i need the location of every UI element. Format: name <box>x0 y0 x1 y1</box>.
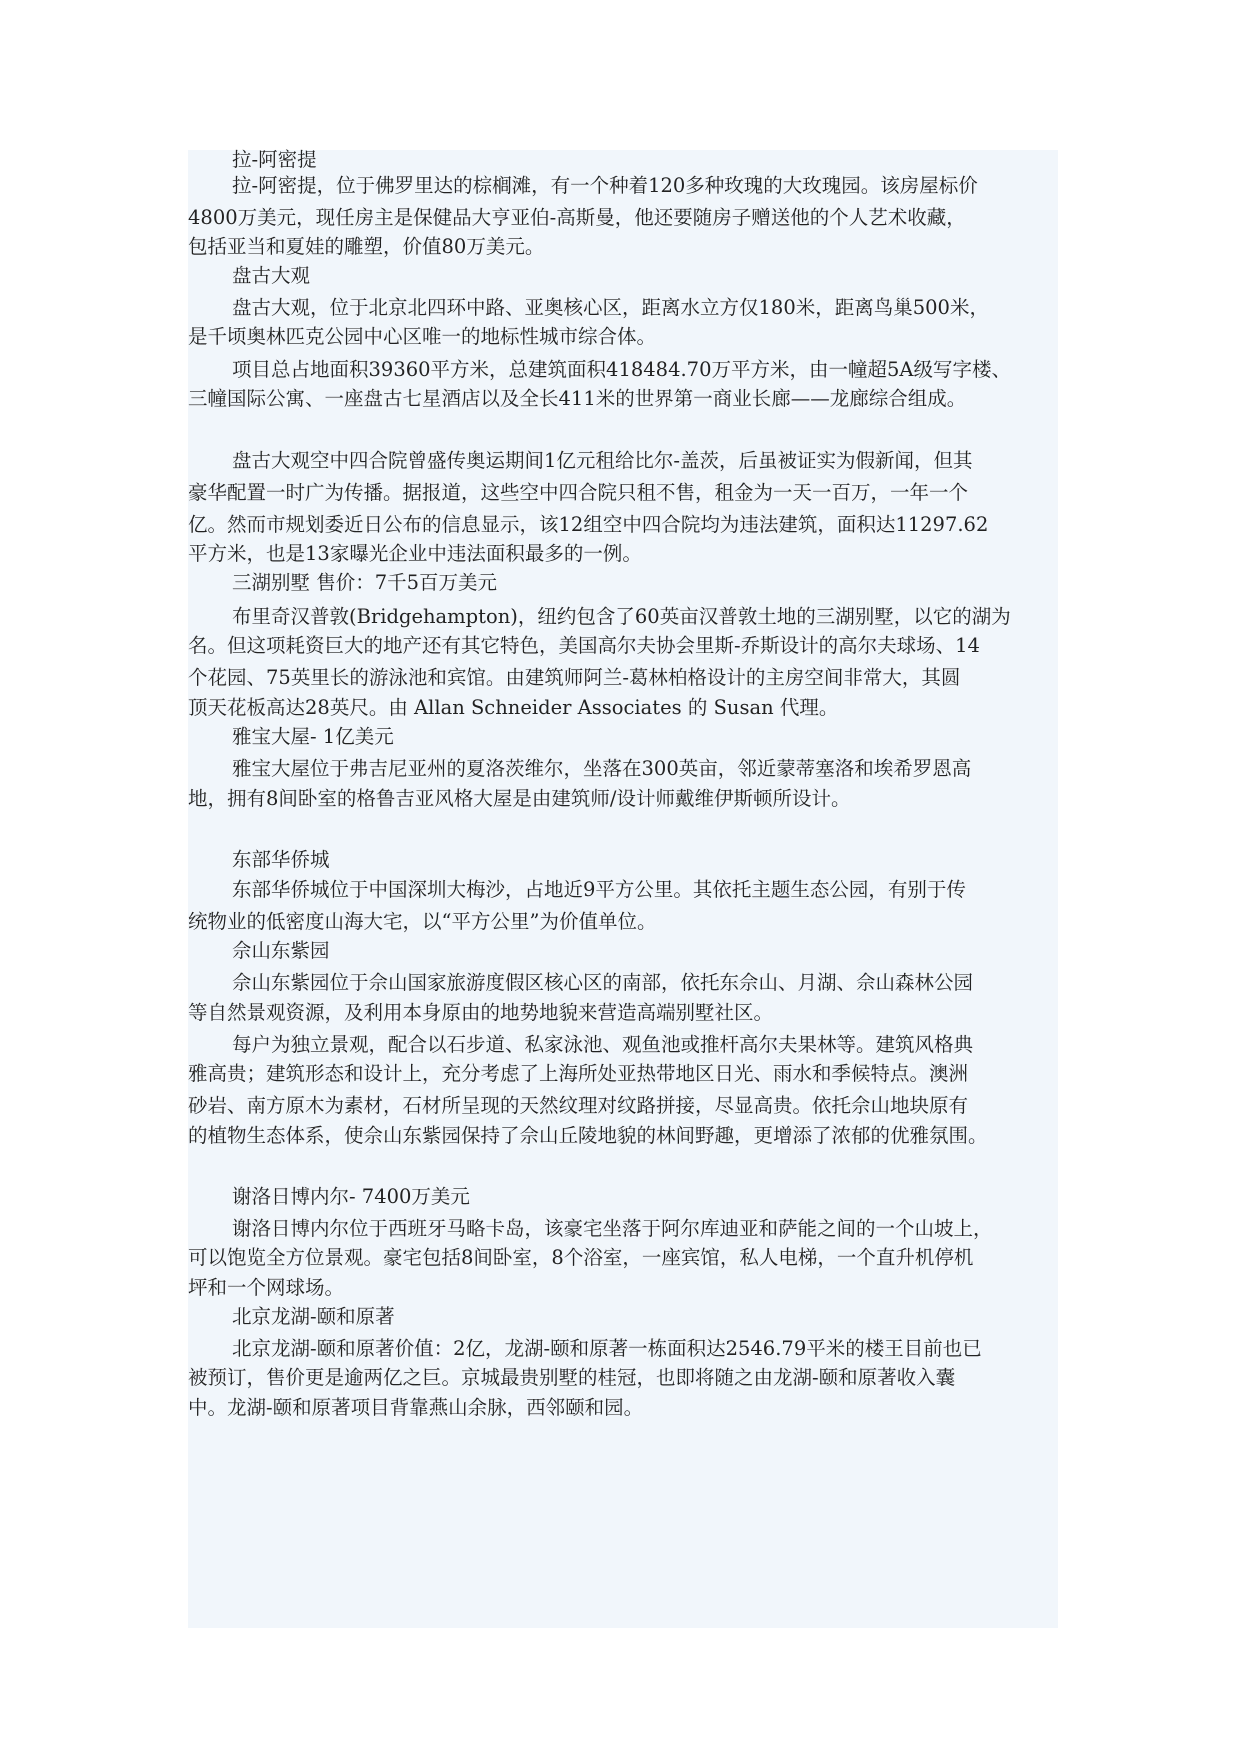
paragraph-line: 个花园、75英里长的游泳池和宾馆。由建筑师阿兰-葛林柏格设计的主房空间非常大，其圆 <box>188 666 961 689</box>
paragraph-line: 坪和一个网球场。 <box>188 1276 345 1299</box>
paragraph-line: 统物业的低密度山海大宅，以“平方公里”为价值单位。 <box>188 910 657 933</box>
paragraph-line: 顶天花板高达28英尺。由 Allan Schneider Associates 的 Susan 代理。 <box>188 696 839 719</box>
heading-yabao: 雅宝大屋- 1亿美元 <box>232 725 394 748</box>
paragraph-line: 4800万美元，现任房主是保健品大亨亚伯-高斯曼，他还要随房子赠送他的个人艺术收藏， <box>188 206 966 229</box>
paragraph-line: 的植物生态体系，使佘山东紫园保持了佘山丘陵地貌的林间野趣，更增添了浓郁的优雅氛围。 <box>188 1124 988 1147</box>
paragraph-line: 盘古大观空中四合院曾盛传奥运期间1亿元租给比尔-盖茨，后虽被证实为假新闻，但其 <box>232 449 973 472</box>
paragraph-line: 佘山东紫园位于佘山国家旅游度假区核心区的南部，依托东佘山、月湖、佘山森林公园 <box>232 971 974 994</box>
paragraph-line: 雅高贵；建筑形态和设计上，充分考虑了上海所处亚热带地区日光、雨水和季候特点。澳洲 <box>188 1062 969 1085</box>
paragraph-line: 包括亚当和夏娃的雕塑，价值80万美元。 <box>188 235 545 258</box>
paragraph-line: 三幢国际公寓、一座盘古七星酒店以及全长411米的世界第一商业长廊——龙廊综合组成。 <box>188 387 967 410</box>
heading-xieluo: 谢洛日博内尔- 7400万美元 <box>232 1185 470 1208</box>
paragraph-line: 被预订，售价更是逾两亿之巨。京城最贵别墅的桂冠，也即将随之由龙湖-颐和原著收入囊 <box>188 1366 956 1389</box>
paragraph-line: 是千顷奥林匹克公园中心区唯一的地标性城市综合体。 <box>188 325 657 348</box>
article-body <box>188 150 1058 1628</box>
paragraph-line: 盘古大观，位于北京北四环中路、亚奥核心区，距离水立方仅180米，距离鸟巢500米， <box>232 296 989 319</box>
heading-longhu: 北京龙湖-颐和原著 <box>232 1305 395 1328</box>
paragraph-line: 等自然景观资源，及利用本身原由的地势地貌来营造高端别墅社区。 <box>188 1001 774 1024</box>
paragraph-line: 北京龙湖-颐和原著价值：2亿，龙湖-颐和原著一栋面积达2546.79平米的楼王目前也已 <box>232 1337 982 1360</box>
paragraph-line: 名。但这项耗资巨大的地产还有其它特色，美国高尔夫协会里斯-乔斯设计的高尔夫球场、14 <box>188 634 980 657</box>
paragraph-line: 亿。然而市规划委近日公布的信息显示，该12组空中四合院均为违法建筑，面积达11297.62 <box>188 513 989 536</box>
heading-sheshan: 佘山东紫园 <box>232 939 330 962</box>
paragraph-line: 拉-阿密提，位于佛罗里达的棕榈滩，有一个种着120多种玫瑰的大玫瑰园。该房屋标价 <box>232 174 978 197</box>
heading-oct-east: 东部华侨城 <box>232 848 330 871</box>
paragraph-line: 砂岩、南方原木为素材，石材所呈现的天然纹理对纹路拼接，尽显高贵。依托佘山地块原有 <box>188 1094 969 1117</box>
paragraph-line: 中。龙湖-颐和原著项目背靠燕山余脉，西邻颐和园。 <box>188 1396 644 1419</box>
paragraph-line: 地，拥有8间卧室的格鲁吉亚风格大屋是由建筑师/设计师戴维伊斯顿所设计。 <box>188 787 851 810</box>
paragraph-line: 东部华侨城位于中国深圳大梅沙，占地近9平方公里。其依托主题生态公园，有别于传 <box>232 878 966 901</box>
paragraph-line: 布里奇汉普敦(Bridgehampton)，纽约包含了60英亩汉普敦土地的三湖别墅，以它的湖为 <box>232 605 1011 628</box>
paragraph-line: 平方米，也是13家曝光企业中违法面积最多的一例。 <box>188 542 642 565</box>
paragraph-line: 项目总占地面积39360平方米，总建筑面积418484.70万平方米，由一幢超5A级写字楼、 <box>232 358 1011 381</box>
paragraph-line: 谢洛日博内尔位于西班牙马略卡岛，该豪宅坐落于阿尔库迪亚和萨能之间的一个山坡上， <box>232 1217 993 1240</box>
paragraph-line: 豪华配置一时广为传播。据报道，这些空中四合院只租不售，租金为一天一百万，一年一个 <box>188 481 969 504</box>
paragraph-line: 每户为独立景观，配合以石步道、私家泳池、观鱼池或推杆高尔夫果林等。建筑风格典 <box>232 1033 974 1056</box>
heading-pangu: 盘古大观 <box>232 264 311 287</box>
paragraph-line: 可以饱览全方位景观。豪宅包括8间卧室，8个浴室，一座宾馆，私人电梯，一个直升机停机 <box>188 1246 974 1269</box>
paragraph-line: 雅宝大屋位于弗吉尼亚州的夏洛茨维尔，坐落在300英亩，邻近蒙蒂塞洛和埃希罗恩高 <box>232 757 972 780</box>
heading-la-amiti: 拉-阿密提 <box>232 148 317 171</box>
heading-three-lakes: 三湖别墅 售价：7千5百万美元 <box>232 571 498 594</box>
